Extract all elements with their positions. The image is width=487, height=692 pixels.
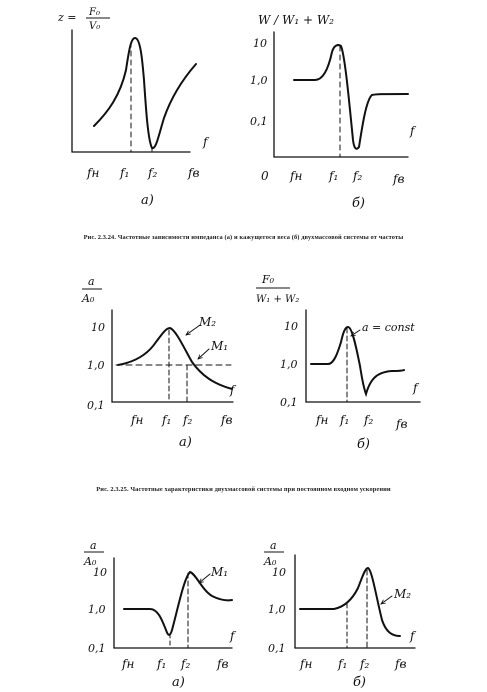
sublabel: б) bbox=[353, 675, 367, 690]
x-axis-symbol: f bbox=[413, 381, 418, 395]
ylabel-numerator: F₀ bbox=[89, 7, 100, 18]
m2-pointer bbox=[381, 596, 392, 604]
origin-label: 0 bbox=[261, 169, 269, 183]
x-tick-f1: f₁ bbox=[162, 413, 172, 427]
ylabel-numerator: a bbox=[90, 539, 97, 552]
m1-pointer bbox=[198, 349, 209, 359]
apparent-weight-curve bbox=[294, 45, 408, 149]
y-tick-10: 10 bbox=[284, 320, 298, 333]
y-tick-1: 1,0 bbox=[88, 603, 106, 616]
impedance-curve bbox=[94, 38, 196, 148]
x-tick-f2: f₂ bbox=[181, 657, 191, 671]
x-tick-f1: f₁ bbox=[120, 166, 130, 180]
sublabel: а) bbox=[172, 675, 185, 690]
x-tick-f2: f₂ bbox=[183, 413, 193, 427]
x-tick-fv: fв bbox=[221, 413, 233, 427]
ylabel-denominator: V₀ bbox=[89, 21, 101, 32]
sublabel: а) bbox=[179, 435, 192, 450]
x-tick-f1: f₁ bbox=[329, 169, 339, 183]
y-tick-10: 10 bbox=[93, 566, 107, 579]
x-tick-fn: fн bbox=[300, 657, 313, 671]
curve-m2 bbox=[300, 568, 400, 636]
x-tick-f1: f₁ bbox=[338, 657, 348, 671]
x-tick-fn: fн bbox=[87, 166, 100, 180]
sublabel: а) bbox=[141, 193, 154, 208]
ylabel-prefix: z = bbox=[58, 11, 77, 24]
x-tick-f2: f₂ bbox=[364, 413, 374, 427]
x-tick-f2: f₂ bbox=[353, 169, 363, 183]
x-axis-symbol: f bbox=[410, 629, 415, 643]
curve-m1 bbox=[124, 572, 232, 635]
y-tick-0-1: 0,1 bbox=[88, 642, 106, 655]
y-tick-10: 10 bbox=[91, 321, 105, 334]
x-tick-fn: fн bbox=[131, 413, 144, 427]
x-axis-symbol: f bbox=[410, 124, 415, 138]
y-tick-1: 1,0 bbox=[280, 358, 298, 371]
ylabel-numerator: a bbox=[88, 275, 95, 288]
curve-label-m2: M₂ bbox=[394, 587, 412, 601]
y-tick-10: 10 bbox=[253, 37, 267, 50]
ylabel-denominator: A₀ bbox=[84, 555, 97, 568]
x-tick-f1: f₁ bbox=[157, 657, 167, 671]
y-tick-1: 1,0 bbox=[268, 603, 286, 616]
curve-label-m1: M₁ bbox=[211, 565, 229, 579]
curve-m2 bbox=[118, 328, 232, 389]
chart-fig24b bbox=[274, 32, 408, 157]
x-tick-f1: f₁ bbox=[340, 413, 350, 427]
caption-fig-2-3-24: Рис. 2.3.24. Частотные зависимости импеданса (а) и кажущегося веса (б) двухмассовой системы от частоты bbox=[83, 234, 404, 241]
curve-label-m2: M₂ bbox=[199, 315, 217, 329]
x-tick-fv: fв bbox=[396, 417, 408, 431]
y-tick-0-1: 0,1 bbox=[87, 399, 105, 412]
ylabel-denominator: W₁ + W₂ bbox=[256, 294, 300, 305]
x-axis-symbol: f bbox=[230, 629, 235, 643]
chart-fig24a bbox=[72, 30, 196, 152]
y-tick-1: 1,0 bbox=[250, 74, 268, 87]
y-tick-10: 10 bbox=[272, 566, 286, 579]
m1-pointer bbox=[199, 574, 210, 583]
x-axis-symbol: f bbox=[203, 135, 208, 149]
x-tick-fv: fв bbox=[217, 657, 229, 671]
x-axis-symbol: f bbox=[230, 383, 235, 397]
ylabel-numerator: a bbox=[270, 539, 277, 552]
annotation-const: a = const bbox=[362, 321, 415, 334]
y-tick-0-1: 0,1 bbox=[250, 115, 268, 128]
m2-pointer bbox=[186, 325, 200, 335]
y-tick-0-1: 0,1 bbox=[268, 642, 286, 655]
sublabel: б) bbox=[357, 437, 371, 452]
caption-fig-2-3-25: Рис. 2.3.25. Частотные характеристики двухмассовой системы при постоянном входном ускорении bbox=[96, 486, 391, 493]
ylabel-numerator: F₀ bbox=[262, 273, 275, 286]
chart-fig26b bbox=[295, 555, 415, 648]
curve-label-m1: M₁ bbox=[211, 339, 229, 353]
x-tick-fn: fн bbox=[122, 657, 135, 671]
ylabel-denominator: A₀ bbox=[264, 555, 277, 568]
x-tick-fv: fв bbox=[188, 166, 200, 180]
ylabel: W / W₁ + W₂ bbox=[258, 13, 334, 27]
sublabel: б) bbox=[352, 196, 366, 211]
y-tick-0-1: 0,1 bbox=[280, 396, 298, 409]
x-tick-fv: fв bbox=[395, 657, 407, 671]
x-tick-fv: fв bbox=[393, 172, 405, 186]
ylabel-denominator: A₀ bbox=[82, 292, 95, 305]
x-tick-fn: fн bbox=[290, 169, 303, 183]
x-tick-fn: fн bbox=[316, 413, 329, 427]
x-tick-f2: f₂ bbox=[148, 166, 158, 180]
force-ratio-curve bbox=[311, 327, 404, 394]
y-tick-1: 1,0 bbox=[87, 359, 105, 372]
x-tick-f2: f₂ bbox=[360, 657, 370, 671]
